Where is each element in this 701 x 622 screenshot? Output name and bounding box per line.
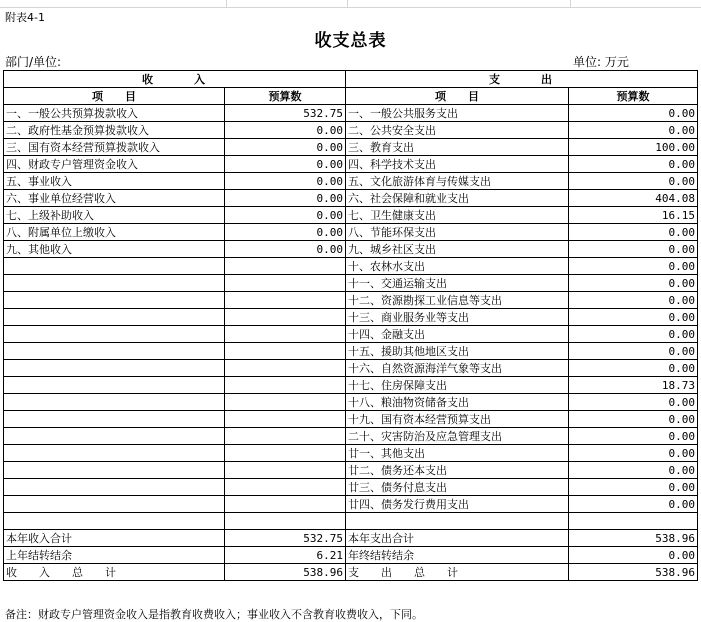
- income-section-header[interactable]: 收 入: [4, 71, 346, 88]
- expense-value-cell[interactable]: 0.00: [569, 445, 698, 462]
- income-item-cell[interactable]: 一、一般公共预算拨款收入: [4, 105, 225, 122]
- income-value-cell[interactable]: [225, 326, 346, 343]
- income-item-cell[interactable]: 七、上级补助收入: [4, 207, 225, 224]
- income-value-cell[interactable]: 532.75: [225, 105, 346, 122]
- expense-item-cell[interactable]: 十三、商业服务业等支出: [346, 309, 569, 326]
- income-budget-header[interactable]: 预算数: [225, 88, 346, 105]
- income-item-header[interactable]: 项 目: [4, 88, 225, 105]
- income-value-cell[interactable]: 6.21: [225, 547, 346, 564]
- income-item-cell[interactable]: [4, 326, 225, 343]
- table-row: [4, 139, 698, 156]
- expense-section-header[interactable]: 支 出: [346, 71, 698, 88]
- table-row: [4, 547, 698, 564]
- income-value-cell[interactable]: [225, 258, 346, 275]
- expense-value-cell[interactable]: 0.00: [569, 156, 698, 173]
- footnote: 备注：财政专户管理资金收入是指教育收费收入；事业收入不含教育收费收入，下同。: [5, 608, 423, 621]
- table-row: [4, 343, 698, 360]
- page-title: 收支总表: [314, 31, 387, 51]
- income-item-cell[interactable]: [4, 411, 225, 428]
- table-row: [4, 479, 698, 496]
- income-item-cell[interactable]: 二、政府性基金预算拨款收入: [4, 122, 225, 139]
- table-row: [4, 241, 698, 258]
- expense-item-cell[interactable]: 五、文化旅游体育与传媒支出: [346, 173, 569, 190]
- income-value-cell[interactable]: [225, 309, 346, 326]
- income-item-cell[interactable]: [4, 462, 225, 479]
- expense-value-cell[interactable]: 0.00: [569, 343, 698, 360]
- income-item-cell[interactable]: [4, 309, 225, 326]
- table-row: [4, 156, 698, 173]
- table-row: [4, 462, 698, 479]
- income-item-cell[interactable]: [4, 428, 225, 445]
- top-gridlines: [0, 0, 701, 8]
- income-value-cell[interactable]: [225, 377, 346, 394]
- table-row: [4, 190, 698, 207]
- expense-value-cell[interactable]: [569, 513, 698, 530]
- table-row: [4, 122, 698, 139]
- expense-item-cell[interactable]: 八、节能环保支出: [346, 224, 569, 241]
- table-row: [4, 292, 698, 309]
- table-row: [4, 275, 698, 292]
- income-value-cell[interactable]: 0.00: [225, 190, 346, 207]
- expense-value-cell[interactable]: 0.00: [569, 224, 698, 241]
- income-value-cell[interactable]: 0.00: [225, 224, 346, 241]
- expense-value-cell[interactable]: 0.00: [569, 241, 698, 258]
- income-item-cell[interactable]: [4, 479, 225, 496]
- income-item-cell[interactable]: 九、其他收入: [4, 241, 225, 258]
- expense-value-cell[interactable]: 16.15: [569, 207, 698, 224]
- section-header-row: [4, 71, 698, 88]
- expense-item-cell[interactable]: 支 出 总 计: [346, 564, 569, 581]
- income-value-cell[interactable]: 538.96: [225, 564, 346, 581]
- expense-value-cell[interactable]: 0.00: [569, 496, 698, 513]
- income-item-cell[interactable]: [4, 377, 225, 394]
- table-row: [4, 360, 698, 377]
- expense-item-cell[interactable]: [346, 513, 569, 530]
- expense-item-cell[interactable]: 六、社会保障和就业支出: [346, 190, 569, 207]
- expense-item-cell[interactable]: 十四、金融支出: [346, 326, 569, 343]
- income-item-cell[interactable]: [4, 360, 225, 377]
- table-row: [4, 105, 698, 122]
- income-item-cell[interactable]: [4, 258, 225, 275]
- annex-label: 附表4-1: [5, 11, 45, 24]
- income-item-cell[interactable]: [4, 343, 225, 360]
- income-value-cell[interactable]: [225, 462, 346, 479]
- income-value-cell[interactable]: [225, 496, 346, 513]
- income-value-cell[interactable]: [225, 428, 346, 445]
- expense-item-cell[interactable]: 十七、住房保障支出: [346, 377, 569, 394]
- income-value-cell[interactable]: 532.75: [225, 530, 346, 547]
- income-item-cell[interactable]: 本年收入合计: [4, 530, 225, 547]
- expense-value-cell[interactable]: 0.00: [569, 105, 698, 122]
- expense-value-cell[interactable]: 0.00: [569, 173, 698, 190]
- expense-item-cell[interactable]: 廿二、债务还本支出: [346, 462, 569, 479]
- expense-item-cell[interactable]: 十、农林水支出: [346, 258, 569, 275]
- table-row: [4, 173, 698, 190]
- expense-item-cell[interactable]: 年终结转结余: [346, 547, 569, 564]
- table-row: [4, 377, 698, 394]
- table-row: [4, 207, 698, 224]
- expense-budget-header[interactable]: 预算数: [569, 88, 698, 105]
- income-item-cell[interactable]: [4, 445, 225, 462]
- expense-value-cell[interactable]: 0.00: [569, 258, 698, 275]
- income-item-cell[interactable]: 上年结转结余: [4, 547, 225, 564]
- income-item-cell[interactable]: [4, 394, 225, 411]
- income-value-cell[interactable]: [225, 411, 346, 428]
- unit-label: 单位: 万元: [573, 55, 629, 69]
- expense-item-cell[interactable]: 廿三、债务付息支出: [346, 479, 569, 496]
- expense-item-cell[interactable]: 十九、国有资本经营预算支出: [346, 411, 569, 428]
- table-row: [4, 326, 698, 343]
- expense-value-cell[interactable]: 0.00: [569, 428, 698, 445]
- expense-value-cell[interactable]: 0.00: [569, 360, 698, 377]
- expense-value-cell[interactable]: 0.00: [569, 309, 698, 326]
- expense-item-cell[interactable]: 二、公共安全支出: [346, 122, 569, 139]
- table-row: [4, 411, 698, 428]
- income-item-cell[interactable]: [4, 292, 225, 309]
- table-body: [4, 105, 698, 581]
- income-item-cell[interactable]: 收 入 总 计: [4, 564, 225, 581]
- table-row: [4, 309, 698, 326]
- column-header-row: [4, 88, 698, 105]
- table-row: [4, 224, 698, 241]
- income-value-cell[interactable]: 0.00: [225, 156, 346, 173]
- expense-value-cell[interactable]: 0.00: [569, 292, 698, 309]
- income-value-cell[interactable]: [225, 360, 346, 377]
- department-label: 部门/单位:: [5, 55, 62, 69]
- expense-value-cell[interactable]: 0.00: [569, 326, 698, 343]
- table-row: [4, 513, 698, 530]
- expense-item-cell[interactable]: 九、城乡社区支出: [346, 241, 569, 258]
- expense-value-cell[interactable]: 18.73: [569, 377, 698, 394]
- income-value-cell[interactable]: [225, 479, 346, 496]
- expense-value-cell[interactable]: 100.00: [569, 139, 698, 156]
- expense-item-cell[interactable]: 三、教育支出: [346, 139, 569, 156]
- income-value-cell[interactable]: 0.00: [225, 173, 346, 190]
- expense-value-cell[interactable]: 0.00: [569, 394, 698, 411]
- expense-value-cell[interactable]: 0.00: [569, 479, 698, 496]
- table-row: [4, 564, 698, 581]
- income-value-cell[interactable]: [225, 343, 346, 360]
- expense-value-cell[interactable]: 404.08: [569, 190, 698, 207]
- income-item-cell[interactable]: 八、附属单位上缴收入: [4, 224, 225, 241]
- income-value-cell[interactable]: 0.00: [225, 122, 346, 139]
- expense-item-cell[interactable]: 廿一、其他支出: [346, 445, 569, 462]
- expense-value-cell[interactable]: 0.00: [569, 411, 698, 428]
- expense-item-cell[interactable]: 一、一般公共服务支出: [346, 105, 569, 122]
- expense-value-cell[interactable]: 538.96: [569, 530, 698, 547]
- expense-item-cell[interactable]: 七、卫生健康支出: [346, 207, 569, 224]
- expense-item-cell[interactable]: 二十、灾害防治及应急管理支出: [346, 428, 569, 445]
- expense-item-cell[interactable]: 十一、交通运输支出: [346, 275, 569, 292]
- income-value-cell[interactable]: 0.00: [225, 207, 346, 224]
- income-item-cell[interactable]: [4, 275, 225, 292]
- expense-item-cell[interactable]: 十八、粮油物资储备支出: [346, 394, 569, 411]
- expense-value-cell[interactable]: 0.00: [569, 462, 698, 479]
- table-row: [4, 394, 698, 411]
- income-item-cell[interactable]: [4, 513, 225, 530]
- income-item-cell[interactable]: 三、国有资本经营预算拨款收入: [4, 139, 225, 156]
- table-row: [4, 258, 698, 275]
- income-item-cell[interactable]: 五、事业收入: [4, 173, 225, 190]
- expense-value-cell[interactable]: 538.96: [569, 564, 698, 581]
- income-value-cell[interactable]: [225, 275, 346, 292]
- income-value-cell[interactable]: [225, 513, 346, 530]
- table-row: [4, 496, 698, 513]
- table-row: [4, 428, 698, 445]
- expense-item-cell[interactable]: 廿四、债务发行费用支出: [346, 496, 569, 513]
- expense-value-cell[interactable]: 0.00: [569, 275, 698, 292]
- expense-item-header[interactable]: 项 目: [346, 88, 569, 105]
- income-value-cell[interactable]: [225, 445, 346, 462]
- table-row: [4, 445, 698, 462]
- income-value-cell[interactable]: 0.00: [225, 241, 346, 258]
- income-value-cell[interactable]: [225, 292, 346, 309]
- income-item-cell[interactable]: [4, 496, 225, 513]
- income-value-cell[interactable]: 0.00: [225, 139, 346, 156]
- income-item-cell[interactable]: 六、事业单位经营收入: [4, 190, 225, 207]
- expense-item-cell[interactable]: 十五、援助其他地区支出: [346, 343, 569, 360]
- expense-value-cell[interactable]: 0.00: [569, 122, 698, 139]
- expense-value-cell[interactable]: 0.00: [569, 547, 698, 564]
- expense-item-cell[interactable]: 本年支出合计: [346, 530, 569, 547]
- table-row: [4, 530, 698, 547]
- income-expense-table: [3, 70, 698, 581]
- expense-item-cell[interactable]: 十二、资源勘探工业信息等支出: [346, 292, 569, 309]
- income-item-cell[interactable]: 四、财政专户管理资金收入: [4, 156, 225, 173]
- income-value-cell[interactable]: [225, 394, 346, 411]
- expense-item-cell[interactable]: 十六、自然资源海洋气象等支出: [346, 360, 569, 377]
- expense-item-cell[interactable]: 四、科学技术支出: [346, 156, 569, 173]
